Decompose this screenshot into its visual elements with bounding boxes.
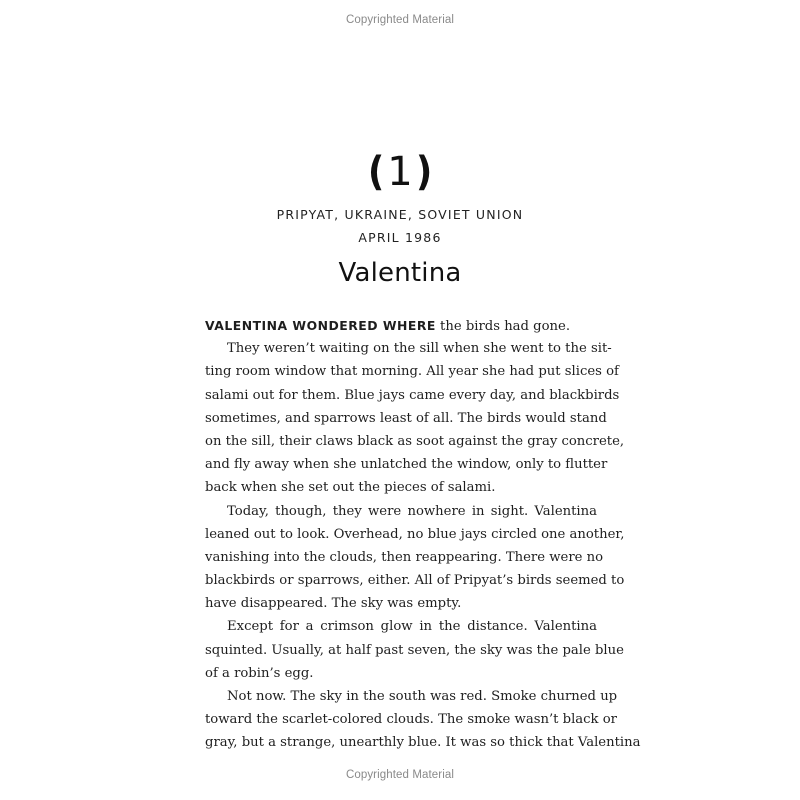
body-line: back when she set out the pieces of salami. bbox=[205, 480, 496, 496]
body-line: Except for a crimson glow in the distance. Valentina bbox=[227, 619, 597, 635]
chapter-number-open-bracket: ( bbox=[367, 149, 385, 195]
chapter-number-close-bracket: ) bbox=[415, 149, 433, 195]
body-line: gray, but a strange, unearthly blue. It was so thick that Valentina bbox=[205, 735, 641, 751]
body-line: blackbirds or sparrows, either. All of Pripyat’s birds seemed to bbox=[205, 573, 625, 589]
body-lead-in: VALENTINA WONDERED WHERE bbox=[205, 318, 436, 333]
body-line: They weren’t waiting on the sill when she went to the sit- bbox=[227, 341, 612, 357]
body-line-text: the birds had gone. bbox=[435, 319, 571, 334]
body-line: squinted. Usually, at half past seven, the sky was the pale blue bbox=[205, 642, 624, 658]
chapter-number-value: 1 bbox=[387, 149, 413, 195]
body-line: and fly away when she unlatched the window, only to flutter bbox=[205, 457, 608, 473]
chapter-number bbox=[0, 148, 800, 196]
body-line: Today, though, they were nowhere in sight. Valentina bbox=[227, 503, 597, 519]
chapter-setting-place: PRIPYAT, UKRAINE, SOVIET UNION bbox=[276, 207, 524, 222]
body-line: ting room window that morning. All year she had put slices of bbox=[205, 364, 619, 380]
body-line: toward the scarlet-colored clouds. The smoke wasn’t black or bbox=[205, 712, 617, 728]
body-line: of a robin’s egg. bbox=[205, 665, 314, 681]
body-line: leaned out to look. Overhead, no blue jays circled one another, bbox=[205, 526, 625, 542]
body-line bbox=[205, 314, 597, 337]
body-line: have disappeared. The sky was empty. bbox=[205, 596, 462, 612]
chapter-setting-date: APRIL 1986 bbox=[358, 230, 442, 245]
chapter-title: Valentina bbox=[338, 258, 462, 288]
copyright-watermark-bottom: Copyrighted Material bbox=[345, 769, 455, 781]
body-line: sometimes, and sparrows least of all. The birds would stand bbox=[205, 410, 607, 426]
body-line: Not now. The sky in the south was red. Smoke churned up bbox=[227, 689, 618, 704]
body-line: salami out for them. Blue jays came every day, and blackbirds bbox=[205, 387, 620, 403]
body-line: vanishing into the clouds, then reappearing. There were no bbox=[205, 549, 604, 565]
body-line: on the sill, their claws black as soot against the gray concrete, bbox=[205, 433, 625, 449]
body-text bbox=[205, 314, 641, 755]
copyright-watermark-top: Copyrighted Material bbox=[345, 14, 455, 26]
